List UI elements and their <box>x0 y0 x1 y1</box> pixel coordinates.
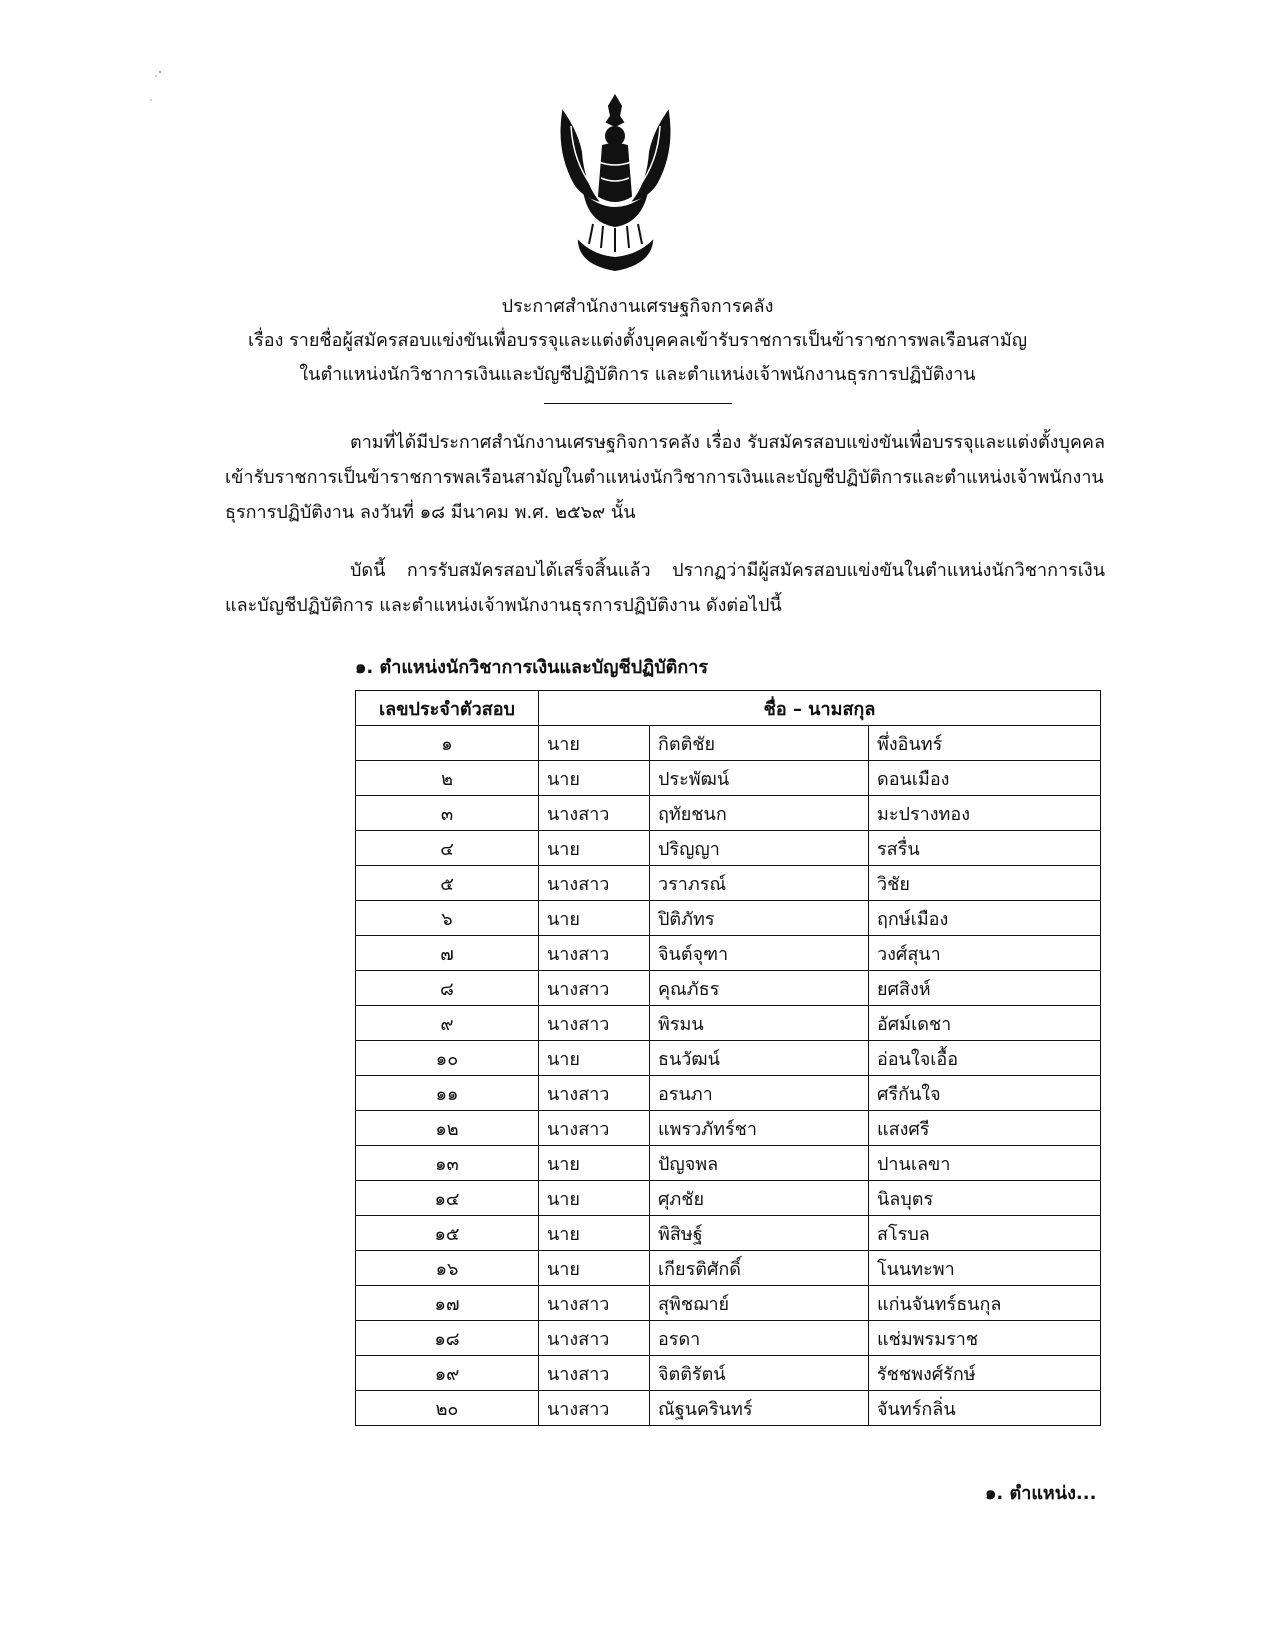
name-prefix-cell: นาย <box>539 1041 650 1076</box>
exam-number-cell: ๑๘ <box>356 1321 539 1356</box>
title-divider <box>544 403 732 404</box>
exam-number-cell: ๒ <box>356 761 539 796</box>
last-name-cell: พึ่งอินทร์ <box>869 726 1101 761</box>
continuation-note: ๑. ตำแหน่ง... <box>985 1483 1097 1504</box>
table-row <box>356 1181 1101 1216</box>
first-name-cell: จินต์จุฑา <box>650 936 869 971</box>
table-row <box>356 901 1101 936</box>
table-row <box>356 831 1101 866</box>
last-name-cell: โนนทะพา <box>869 1251 1101 1286</box>
last-name-cell: นิลบุตร <box>869 1181 1101 1216</box>
exam-number-cell: ๑ <box>356 726 539 761</box>
last-name-cell: รัชชพงศ์รักษ์ <box>869 1356 1101 1391</box>
candidate-table-body <box>356 726 1101 1426</box>
garuda-emblem-icon <box>553 92 678 274</box>
title-line-positions: ในตำแหน่งนักวิชาการเงินและบัญชีปฏิบัติการ และตำแหน่งเจ้าพนักงานธุรการปฏิบัติงาน <box>299 364 976 385</box>
first-name-cell: พิรมน <box>650 1006 869 1041</box>
last-name-cell: แก่นจันทร์ธนกุล <box>869 1286 1101 1321</box>
first-name-cell: จิตติรัตน์ <box>650 1356 869 1391</box>
last-name-cell: จันทร์กลิ่น <box>869 1391 1101 1426</box>
table-row <box>356 866 1101 901</box>
first-name-cell: วราภรณ์ <box>650 866 869 901</box>
last-name-cell: มะปรางทอง <box>869 796 1101 831</box>
last-name-cell: ดอนเมือง <box>869 761 1101 796</box>
table-row <box>356 1041 1101 1076</box>
name-prefix-cell: นางสาว <box>539 1321 650 1356</box>
name-prefix-cell: นาย <box>539 1146 650 1181</box>
table-row <box>356 761 1101 796</box>
exam-number-cell: ๗ <box>356 936 539 971</box>
table-row <box>356 971 1101 1006</box>
exam-number-cell: ๑๕ <box>356 1216 539 1251</box>
paragraph-reference-text: ตามที่ได้มีประกาศสำนักงานเศรษฐกิจการคลัง เรื่อง รับสมัครสอบแข่งขันเพื่อบรรจุและแต่งตั้งบุคคลเข้ารับราชการเป็นข้าราชการพลเรือนสามัญในตำแหน่งนักวิชาการเงินและบัญชีปฏิบัติการและตำแหน่งเจ้าพนักงานธุรการปฏิบัติงาน ลงวันที่ ๑๘ มีนาคม พ.ศ. ๒๕๖๙ นั้น <box>225 432 1105 523</box>
name-prefix-cell: นางสาว <box>539 971 650 1006</box>
header-exam-number: เลขประจำตัวสอบ <box>356 691 539 726</box>
title-line-subject: เรื่อง รายชื่อผู้สมัครสอบแข่งขันเพื่อบรรจุและแต่งตั้งบุคคลเข้ารับราชการเป็นข้าราชการพลเรือนสามัญ <box>247 330 1028 351</box>
name-prefix-cell: นางสาว <box>539 866 650 901</box>
title-line-agency: ประกาศสำนักงานเศรษฐกิจการคลัง <box>501 296 774 317</box>
exam-number-cell: ๓ <box>356 796 539 831</box>
last-name-cell: ศรีกันใจ <box>869 1076 1101 1111</box>
exam-number-cell: ๑๒ <box>356 1111 539 1146</box>
name-prefix-cell: นาย <box>539 726 650 761</box>
paragraph-status <box>225 553 1105 623</box>
last-name-cell: รสรื่น <box>869 831 1101 866</box>
first-name-cell: ปริญญา <box>650 831 869 866</box>
name-prefix-cell: นาย <box>539 831 650 866</box>
table-row <box>356 936 1101 971</box>
exam-number-cell: ๔ <box>356 831 539 866</box>
last-name-cell: ยศสิงห์ <box>869 971 1101 1006</box>
table-row <box>356 1321 1101 1356</box>
last-name-cell: ฤกษ์เมือง <box>869 901 1101 936</box>
name-prefix-cell: นางสาว <box>539 1076 650 1111</box>
first-name-cell: ธนวัฒน์ <box>650 1041 869 1076</box>
last-name-cell: อัศม์เดชา <box>869 1006 1101 1041</box>
last-name-cell: แช่มพรมราช <box>869 1321 1101 1356</box>
name-prefix-cell: นาย <box>539 1216 650 1251</box>
first-name-cell: สุพิชฌาย์ <box>650 1286 869 1321</box>
table-row <box>356 1251 1101 1286</box>
scan-speck-mark <box>148 66 166 106</box>
exam-number-cell: ๕ <box>356 866 539 901</box>
exam-number-cell: ๒๐ <box>356 1391 539 1426</box>
last-name-cell: ปานเลขา <box>869 1146 1101 1181</box>
table-row <box>356 1286 1101 1321</box>
name-prefix-cell: นาย <box>539 1181 650 1216</box>
exam-number-cell: ๑๗ <box>356 1286 539 1321</box>
first-name-cell: ณัฐนครินทร์ <box>650 1391 869 1426</box>
exam-number-cell: ๑๐ <box>356 1041 539 1076</box>
last-name-cell: วงศ์สุนา <box>869 936 1101 971</box>
first-name-cell: อรดา <box>650 1321 869 1356</box>
paragraph-reference <box>225 425 1105 530</box>
name-prefix-cell: นางสาว <box>539 936 650 971</box>
name-prefix-cell: นาย <box>539 1251 650 1286</box>
section-heading: ๑. ตำแหน่งนักวิชาการเงินและบัญชีปฏิบัติการ <box>355 657 709 678</box>
table-header-row <box>356 691 1101 726</box>
table-row <box>356 1111 1101 1146</box>
table-row <box>356 1216 1101 1251</box>
paragraph-status-text: บัดนี้ การรับสมัครสอบได้เสร็จสิ้นแล้ว ปรากฏว่ามีผู้สมัครสอบแข่งขันในตำแหน่งนักวิชาการเงินและบัญชีปฏิบัติการ และตำแหน่งเจ้าพนักงานธุรการปฏิบัติงาน ดังต่อไปนี้ <box>225 560 1105 616</box>
first-name-cell: พิสิษฐ์ <box>650 1216 869 1251</box>
name-prefix-cell: นางสาว <box>539 1286 650 1321</box>
exam-number-cell: ๘ <box>356 971 539 1006</box>
first-name-cell: อรนภา <box>650 1076 869 1111</box>
first-name-cell: ฤทัยชนก <box>650 796 869 831</box>
exam-number-cell: ๖ <box>356 901 539 936</box>
name-prefix-cell: นาย <box>539 761 650 796</box>
first-name-cell: ปิติภัทร <box>650 901 869 936</box>
name-prefix-cell: นางสาว <box>539 1391 650 1426</box>
name-prefix-cell: นาย <box>539 901 650 936</box>
last-name-cell: วิชัย <box>869 866 1101 901</box>
first-name-cell: กิตติชัย <box>650 726 869 761</box>
last-name-cell: อ่อนใจเอื้อ <box>869 1041 1101 1076</box>
first-name-cell: ศุภชัย <box>650 1181 869 1216</box>
exam-number-cell: ๑๖ <box>356 1251 539 1286</box>
table-row <box>356 1146 1101 1181</box>
header-full-name: ชื่อ – นามสกุล <box>539 691 1101 726</box>
candidate-table <box>355 690 1101 1426</box>
last-name-cell: แสงศรี <box>869 1111 1101 1146</box>
table-row <box>356 1391 1101 1426</box>
table-row <box>356 796 1101 831</box>
name-prefix-cell: นางสาว <box>539 1006 650 1041</box>
announcement-title <box>0 290 1275 392</box>
first-name-cell: คุณภัธร <box>650 971 869 1006</box>
exam-number-cell: ๑๙ <box>356 1356 539 1391</box>
name-prefix-cell: นางสาว <box>539 1356 650 1391</box>
exam-number-cell: ๑๓ <box>356 1146 539 1181</box>
first-name-cell: แพรวภัทร์ชา <box>650 1111 869 1146</box>
table-row <box>356 1356 1101 1391</box>
table-row <box>356 1076 1101 1111</box>
exam-number-cell: ๑๔ <box>356 1181 539 1216</box>
last-name-cell: สโรบล <box>869 1216 1101 1251</box>
exam-number-cell: ๑๑ <box>356 1076 539 1111</box>
table-row <box>356 726 1101 761</box>
first-name-cell: เกียรติศักดิ์ <box>650 1251 869 1286</box>
name-prefix-cell: นางสาว <box>539 1111 650 1146</box>
first-name-cell: ปัญจพล <box>650 1146 869 1181</box>
table-row <box>356 1006 1101 1041</box>
first-name-cell: ประพัฒน์ <box>650 761 869 796</box>
exam-number-cell: ๙ <box>356 1006 539 1041</box>
name-prefix-cell: นางสาว <box>539 796 650 831</box>
